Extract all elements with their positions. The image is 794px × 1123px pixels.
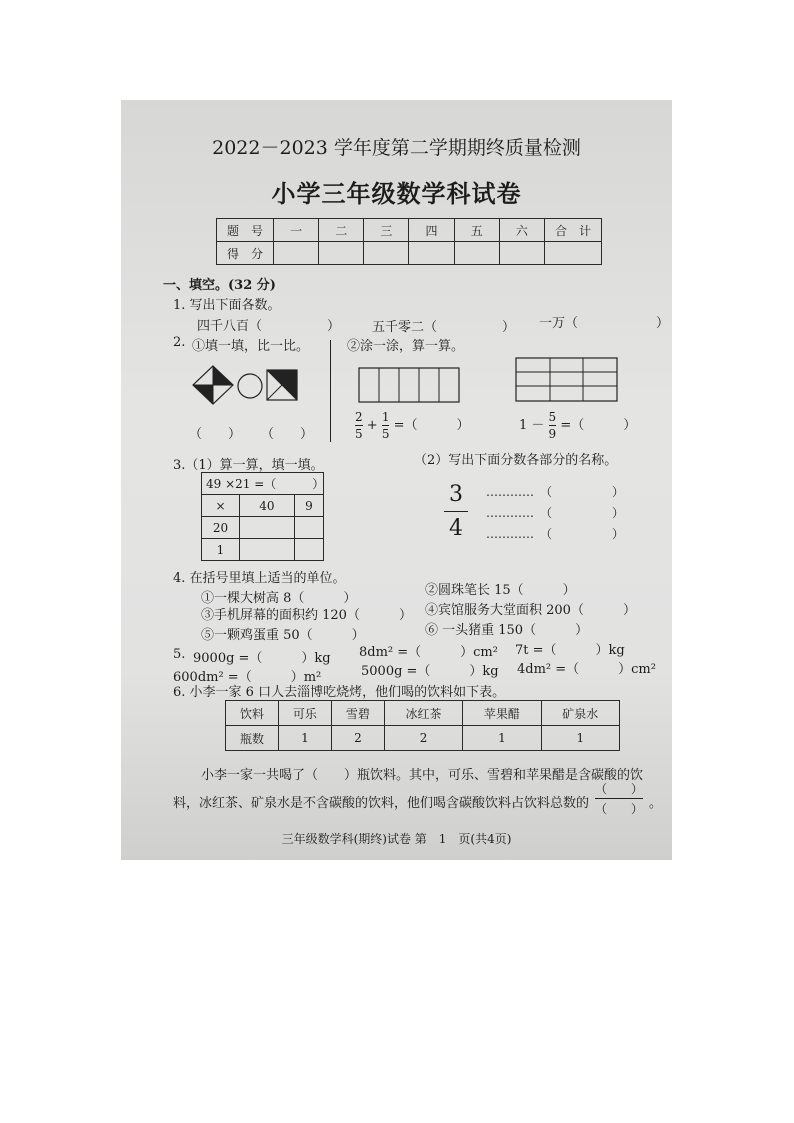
score-blank[interactable] (409, 242, 454, 265)
q4-item-6: ⑥ 一头猪重 150（ ） (425, 623, 589, 638)
q5-number: 5. (173, 647, 186, 662)
score-cell: 四 (409, 219, 454, 242)
answer-blank[interactable]: =（ ） (560, 418, 637, 433)
q5-item-1: 9000g =（ ）kg (193, 651, 331, 666)
table-cell: 9 (294, 495, 323, 517)
table-cell: 饮料 (226, 701, 279, 726)
q2-expression-1: $\frac{2}{5}$ + $\frac{1}{5}$ =（ ） (355, 410, 470, 441)
table-cell: 雪碧 (331, 701, 384, 726)
table-cell: 20 (202, 517, 240, 539)
q6-end-mark: 。 (649, 796, 663, 811)
q4-item-5: ⑤一颗鸡蛋重 50（ ） (201, 628, 365, 643)
fraction-bar (444, 511, 468, 512)
fraction-numerator-blank[interactable]: （ ） (595, 782, 644, 796)
score-blank[interactable] (499, 242, 544, 265)
exam-subtitle: 小学三年级数学科试卷 (271, 179, 522, 208)
score-cell: 合 计 (545, 219, 602, 242)
q2-compare-blank-2[interactable]: （ ） (261, 427, 314, 442)
table-blank[interactable] (294, 539, 323, 561)
fraction-numerator: 3 (449, 482, 463, 507)
q2-left-instruction: ①填一填，比一比。 (192, 339, 310, 354)
q4-item-2: ②圆珠笔长 15（ ） (425, 583, 576, 598)
table-cell: 苹果醋 (463, 701, 541, 726)
drinks-table (225, 700, 620, 751)
score-value-row (217, 242, 602, 265)
q5-item-6: 4dm² =（ ）cm² (517, 662, 656, 677)
q2-number: 2. (173, 335, 186, 350)
score-cell: 二 (319, 219, 364, 242)
q3-left-instruction: 3.（1）算一算，填一填。 (173, 458, 324, 473)
fraction-part-numerator[interactable]: ………… （ ） (486, 485, 625, 499)
fraction-denominator: 4 (449, 516, 463, 541)
table-blank[interactable] (240, 539, 295, 561)
q2-divider (330, 340, 331, 442)
table-blank[interactable] (294, 517, 323, 539)
fraction-bar (595, 798, 643, 799)
multiplication-equation: 49 ×21 =（ ） (202, 473, 324, 495)
ninths-grid (515, 357, 619, 403)
q1-item-c: 一万（ ） (539, 316, 670, 331)
score-blank[interactable] (364, 242, 409, 265)
q4-item-1: ①一棵大树高 8（ ） (201, 591, 357, 606)
big-fraction (444, 482, 468, 541)
score-cell: 三 (364, 219, 409, 242)
score-cell: 得 分 (217, 242, 274, 265)
section1-heading: 一、填空。(32 分) (163, 278, 276, 293)
score-cell: 五 (454, 219, 499, 242)
q4-stem: 4. 在括号里填上适当的单位。 (173, 571, 346, 586)
score-cell: 题 号 (217, 219, 274, 242)
table-cell: 40 (240, 495, 295, 517)
score-cell: 六 (499, 219, 544, 242)
multiplication-table (201, 472, 324, 561)
fraction: $\frac{1}{5}$ (381, 410, 390, 441)
q2-right-instruction: ②涂一涂，算一算。 (347, 339, 465, 354)
table-cell: 可乐 (278, 701, 331, 726)
table-cell: 1 (278, 726, 331, 751)
fraction: $\frac{5}{9}$ (548, 410, 557, 441)
q1-stem: 1. 写出下面各数。 (173, 298, 281, 313)
score-table (216, 218, 602, 265)
table-cell: × (202, 495, 240, 517)
score-header-row (217, 219, 602, 242)
table-cell: 1 (541, 726, 619, 751)
exam-title: 2022－2023 学年度第二学期期终质量检测 (212, 137, 581, 159)
q5-item-3: 7t =（ ）kg (515, 643, 625, 658)
fraction-denominator-blank[interactable]: （ ） (595, 802, 644, 816)
q6-answer-fraction[interactable] (595, 780, 643, 817)
q3-right-instruction: （2）写出下面分数各部分的名称。 (414, 453, 618, 468)
table-cell: 1 (463, 726, 541, 751)
table-cell: 矿泉水 (541, 701, 619, 726)
exam-photo (121, 100, 672, 860)
q1-item-b: 五千零二（ ） (372, 320, 516, 335)
score-cell: 一 (274, 219, 319, 242)
table-cell: 2 (331, 726, 384, 751)
circle-shape (238, 374, 262, 398)
fraction: $\frac{2}{5}$ (355, 410, 363, 441)
q6-stem: 6. 小李一家 6 口人去淄博吃烧烤，他们喝的饮料如下表。 (173, 685, 506, 700)
score-blank[interactable] (274, 242, 319, 265)
q5-item-4: 600dm² =（ ）m² (173, 670, 322, 685)
q6-line-2: 料，冰红茶、矿泉水是不含碳酸的饮料，他们喝含碳酸饮料占饮料总数的 (173, 796, 590, 811)
fraction-part-bar[interactable]: ………… （ ） (486, 506, 625, 520)
table-cell: 瓶数 (226, 726, 279, 751)
q4-item-4: ④宾馆服务大堂面积 200（ ） (425, 603, 636, 618)
q2-expression-2: 1 － $\frac{5}{9}$ =（ ） (519, 410, 637, 441)
fraction-part-denominator[interactable]: ………… （ ） (486, 527, 625, 541)
score-blank[interactable] (545, 242, 602, 265)
q5-item-2: 8dm² =（ ）cm² (359, 645, 498, 660)
page-footer: 三年级数学科(期终)试卷 第 1 页(共4页) (281, 832, 512, 846)
score-blank[interactable] (319, 242, 364, 265)
table-blank[interactable] (240, 517, 295, 539)
q1-item-a: 四千八百（ ） (197, 319, 341, 334)
table-cell: 1 (202, 539, 240, 561)
q2-compare-blank-1[interactable]: （ ） (189, 427, 242, 442)
fifths-bar (358, 367, 461, 404)
q4-item-3: ③手机屏幕的面积约 120（ ） (201, 608, 412, 623)
q5-item-5: 5000g =（ ）kg (361, 664, 499, 679)
square-shape (267, 370, 297, 400)
table-cell: 2 (384, 726, 462, 751)
table-cell: 冰红茶 (384, 701, 462, 726)
diamond-shape (193, 366, 233, 404)
q2-shapes (191, 364, 306, 406)
score-blank[interactable] (454, 242, 499, 265)
q6-line-1: 小李一家一共喝了（ ）瓶饮料。其中，可乐、雪碧和苹果醋是含碳酸的饮 (201, 768, 644, 783)
answer-blank[interactable]: =（ ） (393, 418, 470, 433)
